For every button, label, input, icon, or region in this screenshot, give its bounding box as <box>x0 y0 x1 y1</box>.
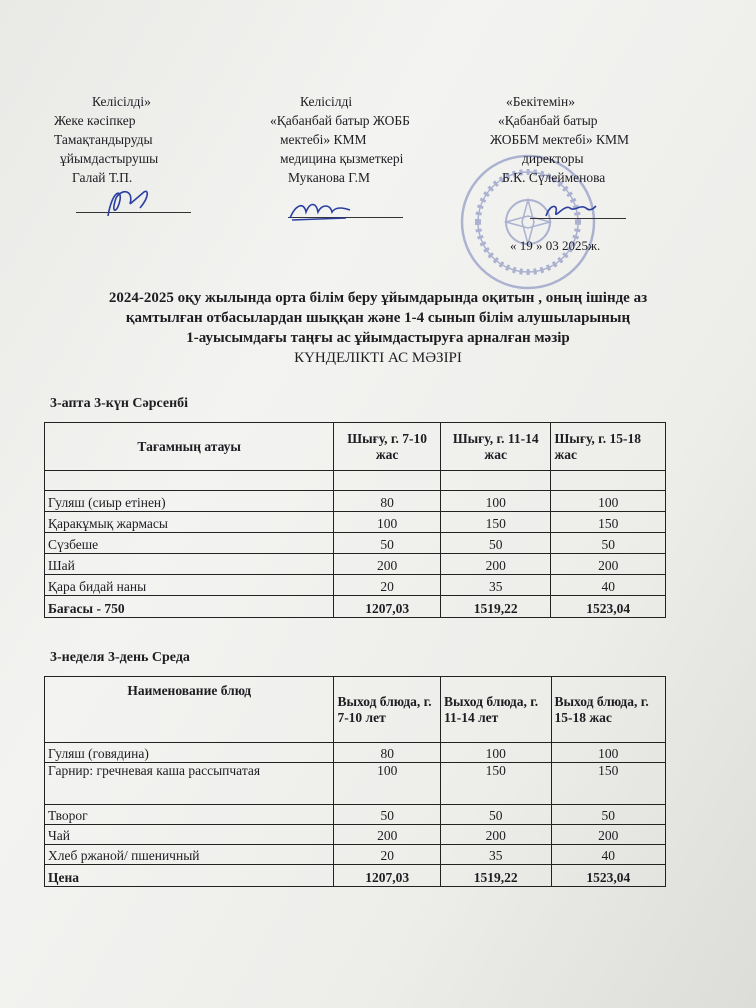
col-header: Шығу, г. 15-18 жас <box>551 423 666 471</box>
dish-name: Қаракұмық жармасы <box>45 512 334 533</box>
portion-11-14: 35 <box>440 575 551 596</box>
approval-block-entrepreneur <box>54 92 158 187</box>
title-line: қамтылған отбасылардан шыққан және 1-4 сынып білім алушыларының <box>125 310 631 326</box>
portion-11-14: 150 <box>440 512 551 533</box>
approval-line: Б.К. Сүлейменова <box>502 170 606 185</box>
portion-7-10: 100 <box>334 763 441 805</box>
price-15-18: 1523,04 <box>551 596 666 618</box>
col-header: Выход блюда, г. 7-10 лет <box>334 677 441 743</box>
approval-head: «Бекітемін» <box>506 94 575 109</box>
approval-line: медицина қызметкері <box>280 151 404 166</box>
table-row <box>45 575 666 596</box>
table-row <box>45 845 666 865</box>
approval-line: ЖОББМ мектебі» КММ <box>490 132 629 147</box>
approval-line: мектебі» КММ <box>280 132 367 147</box>
portion-11-14: 100 <box>440 743 551 763</box>
portion-15-18: 100 <box>551 743 666 763</box>
menu-table-kz <box>44 422 666 618</box>
table-row <box>45 533 666 554</box>
portion-7-10: 80 <box>334 491 441 512</box>
portion-7-10: 50 <box>334 805 441 825</box>
dish-name: Гуляш (говядина) <box>45 743 334 763</box>
col-header: Выход блюда, г. 11-14 лет <box>440 677 551 743</box>
dish-name: Творог <box>45 805 334 825</box>
signature-director <box>540 198 600 224</box>
portion-11-14: 150 <box>440 763 551 805</box>
price-label: Бағасы - 750 <box>45 596 334 618</box>
signature-mukanova <box>286 196 356 226</box>
approval-head: Келісілді» <box>92 94 151 109</box>
price-7-10: 1207,03 <box>334 596 441 618</box>
portion-15-18: 40 <box>551 845 666 865</box>
title-line: 2024-2025 оқу жылында орта білім беру ұйымдарында оқитын , оның ішінде аз <box>108 290 648 306</box>
table-row <box>45 805 666 825</box>
week-label-kz: 3-апта 3-күн Сәрсенбі <box>50 396 189 411</box>
table-row <box>45 491 666 512</box>
portion-7-10: 80 <box>334 743 441 763</box>
table-spacer-row <box>45 471 666 491</box>
price-11-14: 1519,22 <box>440 865 551 887</box>
approval-block-medical <box>270 92 410 187</box>
portion-7-10: 200 <box>334 825 441 845</box>
dish-name: Қара бидай наны <box>45 575 334 596</box>
document-title <box>20 288 736 368</box>
approval-line: Галай Т.П. <box>72 170 133 185</box>
table-row <box>45 554 666 575</box>
portion-7-10: 20 <box>334 575 441 596</box>
approval-line: Тамақтандыруды <box>54 132 153 147</box>
table-row <box>45 825 666 845</box>
portion-11-14: 200 <box>440 825 551 845</box>
approval-head: Келісілді <box>300 94 353 109</box>
portion-15-18: 50 <box>551 533 666 554</box>
portion-7-10: 100 <box>334 512 441 533</box>
portion-15-18: 150 <box>551 512 666 533</box>
approval-line: ұйымдастырушы <box>60 151 159 166</box>
portion-11-14: 100 <box>440 491 551 512</box>
dish-name: Чай <box>45 825 334 845</box>
approval-line: Жеке кәсіпкер <box>54 113 136 128</box>
dish-name: Сүзбеше <box>45 533 334 554</box>
approval-line: «Қабанбай батыр ЖОББ <box>270 113 410 128</box>
table-total-row <box>45 596 666 618</box>
portion-11-14: 50 <box>440 805 551 825</box>
approval-line: «Қабанбай батыр <box>498 113 598 128</box>
price-label: Цена <box>45 865 334 887</box>
portion-15-18: 50 <box>551 805 666 825</box>
portion-15-18: 200 <box>551 554 666 575</box>
approval-line: директоры <box>522 151 584 166</box>
col-header: Выход блюда, г. 15-18 жас <box>551 677 666 743</box>
table-row <box>45 743 666 763</box>
table-row <box>45 512 666 533</box>
portion-15-18: 150 <box>551 763 666 805</box>
portion-15-18: 40 <box>551 575 666 596</box>
portion-11-14: 200 <box>440 554 551 575</box>
approval-block-director <box>490 92 629 187</box>
col-header: Наименование блюд <box>45 677 334 743</box>
dish-name: Хлеб ржаной/ пшеничный <box>45 845 334 865</box>
portion-11-14: 50 <box>440 533 551 554</box>
menu-table-ru <box>44 676 666 887</box>
portion-15-18: 100 <box>551 491 666 512</box>
dish-name: Шай <box>45 554 334 575</box>
dish-name: Гарнир: гречневая каша рассыпчатая <box>45 763 334 805</box>
title-line: 1-ауысымдағы таңғы ас ұйымдастыруға арналған мәзір <box>186 330 570 346</box>
portion-7-10: 200 <box>334 554 441 575</box>
portion-7-10: 20 <box>334 845 441 865</box>
table-header-row <box>45 423 666 471</box>
portion-11-14: 35 <box>440 845 551 865</box>
table-total-row <box>45 865 666 887</box>
col-header: Шығу, г. 7-10 жас <box>334 423 441 471</box>
price-15-18: 1523,04 <box>551 865 666 887</box>
portion-15-18: 200 <box>551 825 666 845</box>
week-label-ru: 3-неделя 3-день Среда <box>50 650 190 665</box>
signature-galai <box>100 186 160 226</box>
portion-7-10: 50 <box>334 533 441 554</box>
dish-name: Гуляш (сиыр етінен) <box>45 491 334 512</box>
title-line: КҮНДЕЛІКТІ АС МӘЗІРІ <box>294 350 462 366</box>
col-header: Тағамның атауы <box>45 423 334 471</box>
approval-date: « 19 » 03 2025ж. <box>510 238 601 253</box>
approval-line: Муканова Г.М <box>288 170 370 185</box>
price-7-10: 1207,03 <box>334 865 441 887</box>
table-row <box>45 763 666 805</box>
col-header: Шығу, г. 11-14 жас <box>440 423 551 471</box>
price-11-14: 1519,22 <box>440 596 551 618</box>
table-header-row <box>45 677 666 743</box>
